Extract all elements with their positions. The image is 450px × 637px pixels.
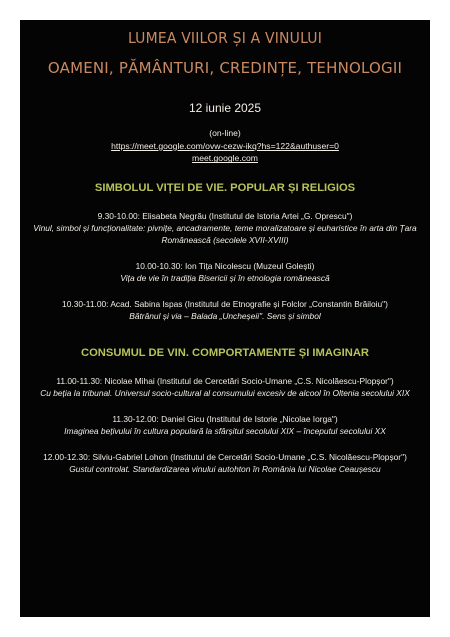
poster-title: LUMEA VIILOR ȘI A VINULUI <box>127 29 323 47</box>
program-item-title: Vinul, simbol și funcționalitate: pivnițe, ancadramente, teme moralizatoare și euharistice în arta din Țara Românească (secolele XVII-XVIII) <box>33 223 417 246</box>
program-item-speaker: 9.30-10.00: Elisabeta Negrău (Institutul de Istoria Artei „G. Oprescu") <box>97 211 353 222</box>
program-item-title: Gustul controlat. Standardizarea vinului autohton în România lui Nicolae Ceaușescu <box>69 463 381 474</box>
meeting-link[interactable]: https://meet.google.com/ovw-cezw-ikq?hs=122&authuser=0 <box>111 140 339 151</box>
program-item <box>25 452 425 476</box>
program-item <box>21 299 429 323</box>
meeting-link-short[interactable]: meet.google.com <box>192 153 258 164</box>
program-item <box>25 376 425 400</box>
program-item-title: Imaginea bețivului în cultura populară la sfârșitul secolului XIX – începutul secolului XX <box>64 425 386 436</box>
program-item-speaker: 10.30-11.00: Acad. Sabina Ispas (Institutul de Etnografie și Folclor „Constantin Brăiloiu") <box>62 298 388 309</box>
program-item <box>25 211 425 247</box>
program-item-speaker: 10.00-10.30: Ion Tița Nicolescu (Muzeul Golești) <box>135 261 315 272</box>
section-heading-symbolism: SIMBOLUL VIȚEI DE VIE. POPULAR ȘI RELIGIOS <box>94 181 356 194</box>
program-item-title: Bătrânul și via – Balada „Uncheșeii". Sens și simbol <box>129 310 321 321</box>
section-heading-consumption: CONSUMUL DE VIN. COMPORTAMENTE ȘI IMAGINAR <box>81 346 369 359</box>
poster-subtitle: OAMENI, PĂMÂNTURI, CREDINȚE, TEHNOLOGII <box>47 58 403 77</box>
program-item-speaker: 12.00-12.30: Silviu-Gabriel Lohon (Institutul de Cercetări Socio-Umane „C.S. Nicolăescu-Plopșor") <box>43 451 407 462</box>
event-date: 12 iunie 2025 <box>188 101 262 116</box>
online-info <box>20 127 430 164</box>
program-item-speaker: 11.30-12.00: Daniel Gicu (Institutul de Istorie „Nicolae Iorga") <box>112 413 338 424</box>
program-item-title: Vița de vie în tradiția Bisericii și în etnologia românească <box>120 272 330 283</box>
online-label: (on-line) <box>209 128 241 139</box>
program-item <box>25 414 425 438</box>
program-item-title: Cu beția la tribunal. Universul socio-cultural al consumului excesiv de alcool în Oltenia secolului XIX <box>40 388 410 399</box>
event-poster <box>20 20 430 617</box>
program-item <box>25 261 425 285</box>
program-item-speaker: 11.00-11.30: Nicolae Mihai (Institutul de Cercetări Socio-Umane „C.S. Nicolăescu-Plopșor") <box>56 376 394 387</box>
